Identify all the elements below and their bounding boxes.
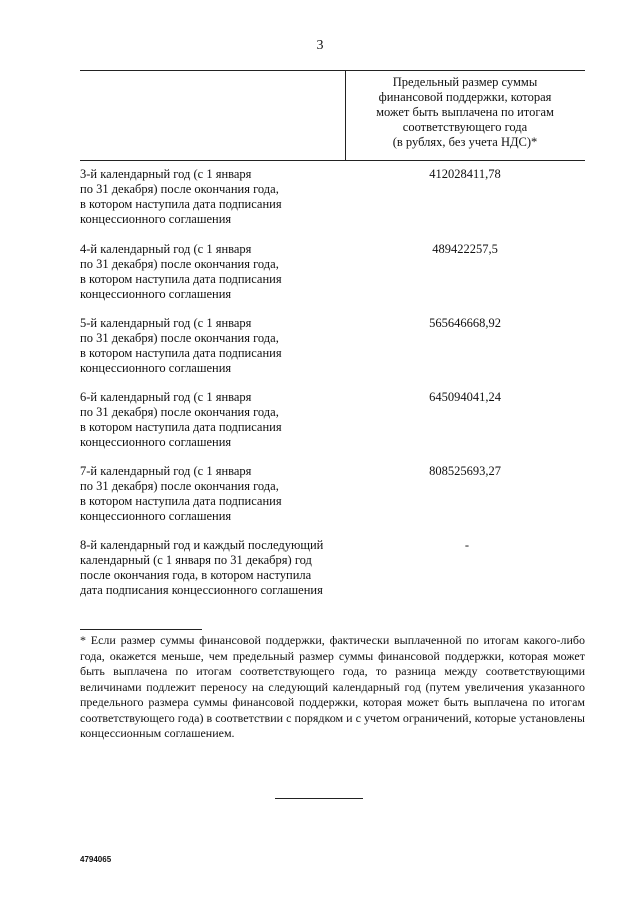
row-label-line: концессионного соглашения: [80, 212, 232, 226]
row-label: [80, 538, 350, 598]
row-label-line: календарный (с 1 января по 31 декабря) год: [80, 553, 312, 567]
row-label: [80, 390, 350, 450]
header-cell: [345, 75, 585, 150]
row-label-line: в котором наступила дата подписания: [80, 494, 282, 508]
header-line: может быть выплачена по итогам: [376, 105, 554, 119]
row-value: 645094041,24: [429, 390, 501, 404]
document-code: 4794065: [80, 855, 112, 864]
row-label-line: 8-й календарный год и каждый последующий: [80, 538, 324, 552]
row-label-line: 7-й календарный год (с 1 января: [80, 464, 252, 478]
header-line: (в рублях, без учета НДС)*: [392, 135, 538, 149]
header-line: финансовой поддержки, которая: [378, 90, 552, 104]
row-label-line: 4-й календарный год (с 1 января: [80, 242, 252, 256]
row-value: -: [464, 538, 470, 552]
row-label: [80, 464, 350, 524]
row-label-line: по 31 декабря) после окончания года,: [80, 257, 279, 271]
header-line: Предельный размер суммы: [392, 75, 538, 89]
row-label-line: концессионного соглашения: [80, 287, 232, 301]
row-label-line: 3-й календарный год (с 1 января: [80, 167, 252, 181]
row-label-line: в котором наступила дата подписания: [80, 420, 282, 434]
row-value: 808525693,27: [429, 464, 501, 478]
row-label-line: концессионного соглашения: [80, 361, 232, 375]
row-label: [80, 242, 350, 302]
row-label-line: дата подписания концессионного соглашения: [80, 583, 323, 597]
row-label-line: в котором наступила дата подписания: [80, 346, 282, 360]
header-line: соответствующего года: [402, 120, 528, 134]
table-header-rule: [80, 160, 585, 161]
row-value: 565646668,92: [429, 316, 501, 330]
row-label-line: концессионного соглашения: [80, 509, 232, 523]
row-value: 489422257,5: [432, 242, 498, 256]
row-label-line: после окончания года, в котором наступила: [80, 568, 312, 582]
row-label-line: по 31 декабря) после окончания года,: [80, 331, 279, 345]
row-label-line: концессионного соглашения: [80, 435, 232, 449]
row-label: [80, 167, 350, 227]
row-label-line: 5-й календарный год (с 1 января: [80, 316, 252, 330]
row-label-line: в котором наступила дата подписания: [80, 272, 282, 286]
footnote-separator: [80, 629, 202, 630]
row-value: 412028411,78: [429, 167, 501, 181]
row-label-line: по 31 декабря) после окончания года,: [80, 182, 279, 196]
page-number: 3: [316, 38, 324, 53]
table-top-rule: [80, 70, 585, 71]
footnote-text: * Если размер суммы финансовой поддержки, фактически выплаченной по итогам какого-либо года, окажется меньше, чем предельный размер суммы финансовой поддержки, которая может быть выплачена по итогам соответствующего года, то разница между соответствующими величинами подлежит переносу на следующий календарный год (путем увеличения указанного предельного размера суммы финансовой поддержки, которая может быть выплачена по итогам соответствующего года) в соответствии с порядком и с учетом ограничений, которые установлены концессионным соглашением.: [80, 633, 585, 740]
row-label: [80, 316, 350, 376]
row-label-line: по 31 декабря) после окончания года,: [80, 405, 279, 419]
row-label-line: в котором наступила дата подписания: [80, 197, 282, 211]
row-label-line: по 31 декабря) после окончания года,: [80, 479, 279, 493]
row-label-line: 6-й календарный год (с 1 января: [80, 390, 252, 404]
end-of-document-line: [275, 798, 363, 799]
